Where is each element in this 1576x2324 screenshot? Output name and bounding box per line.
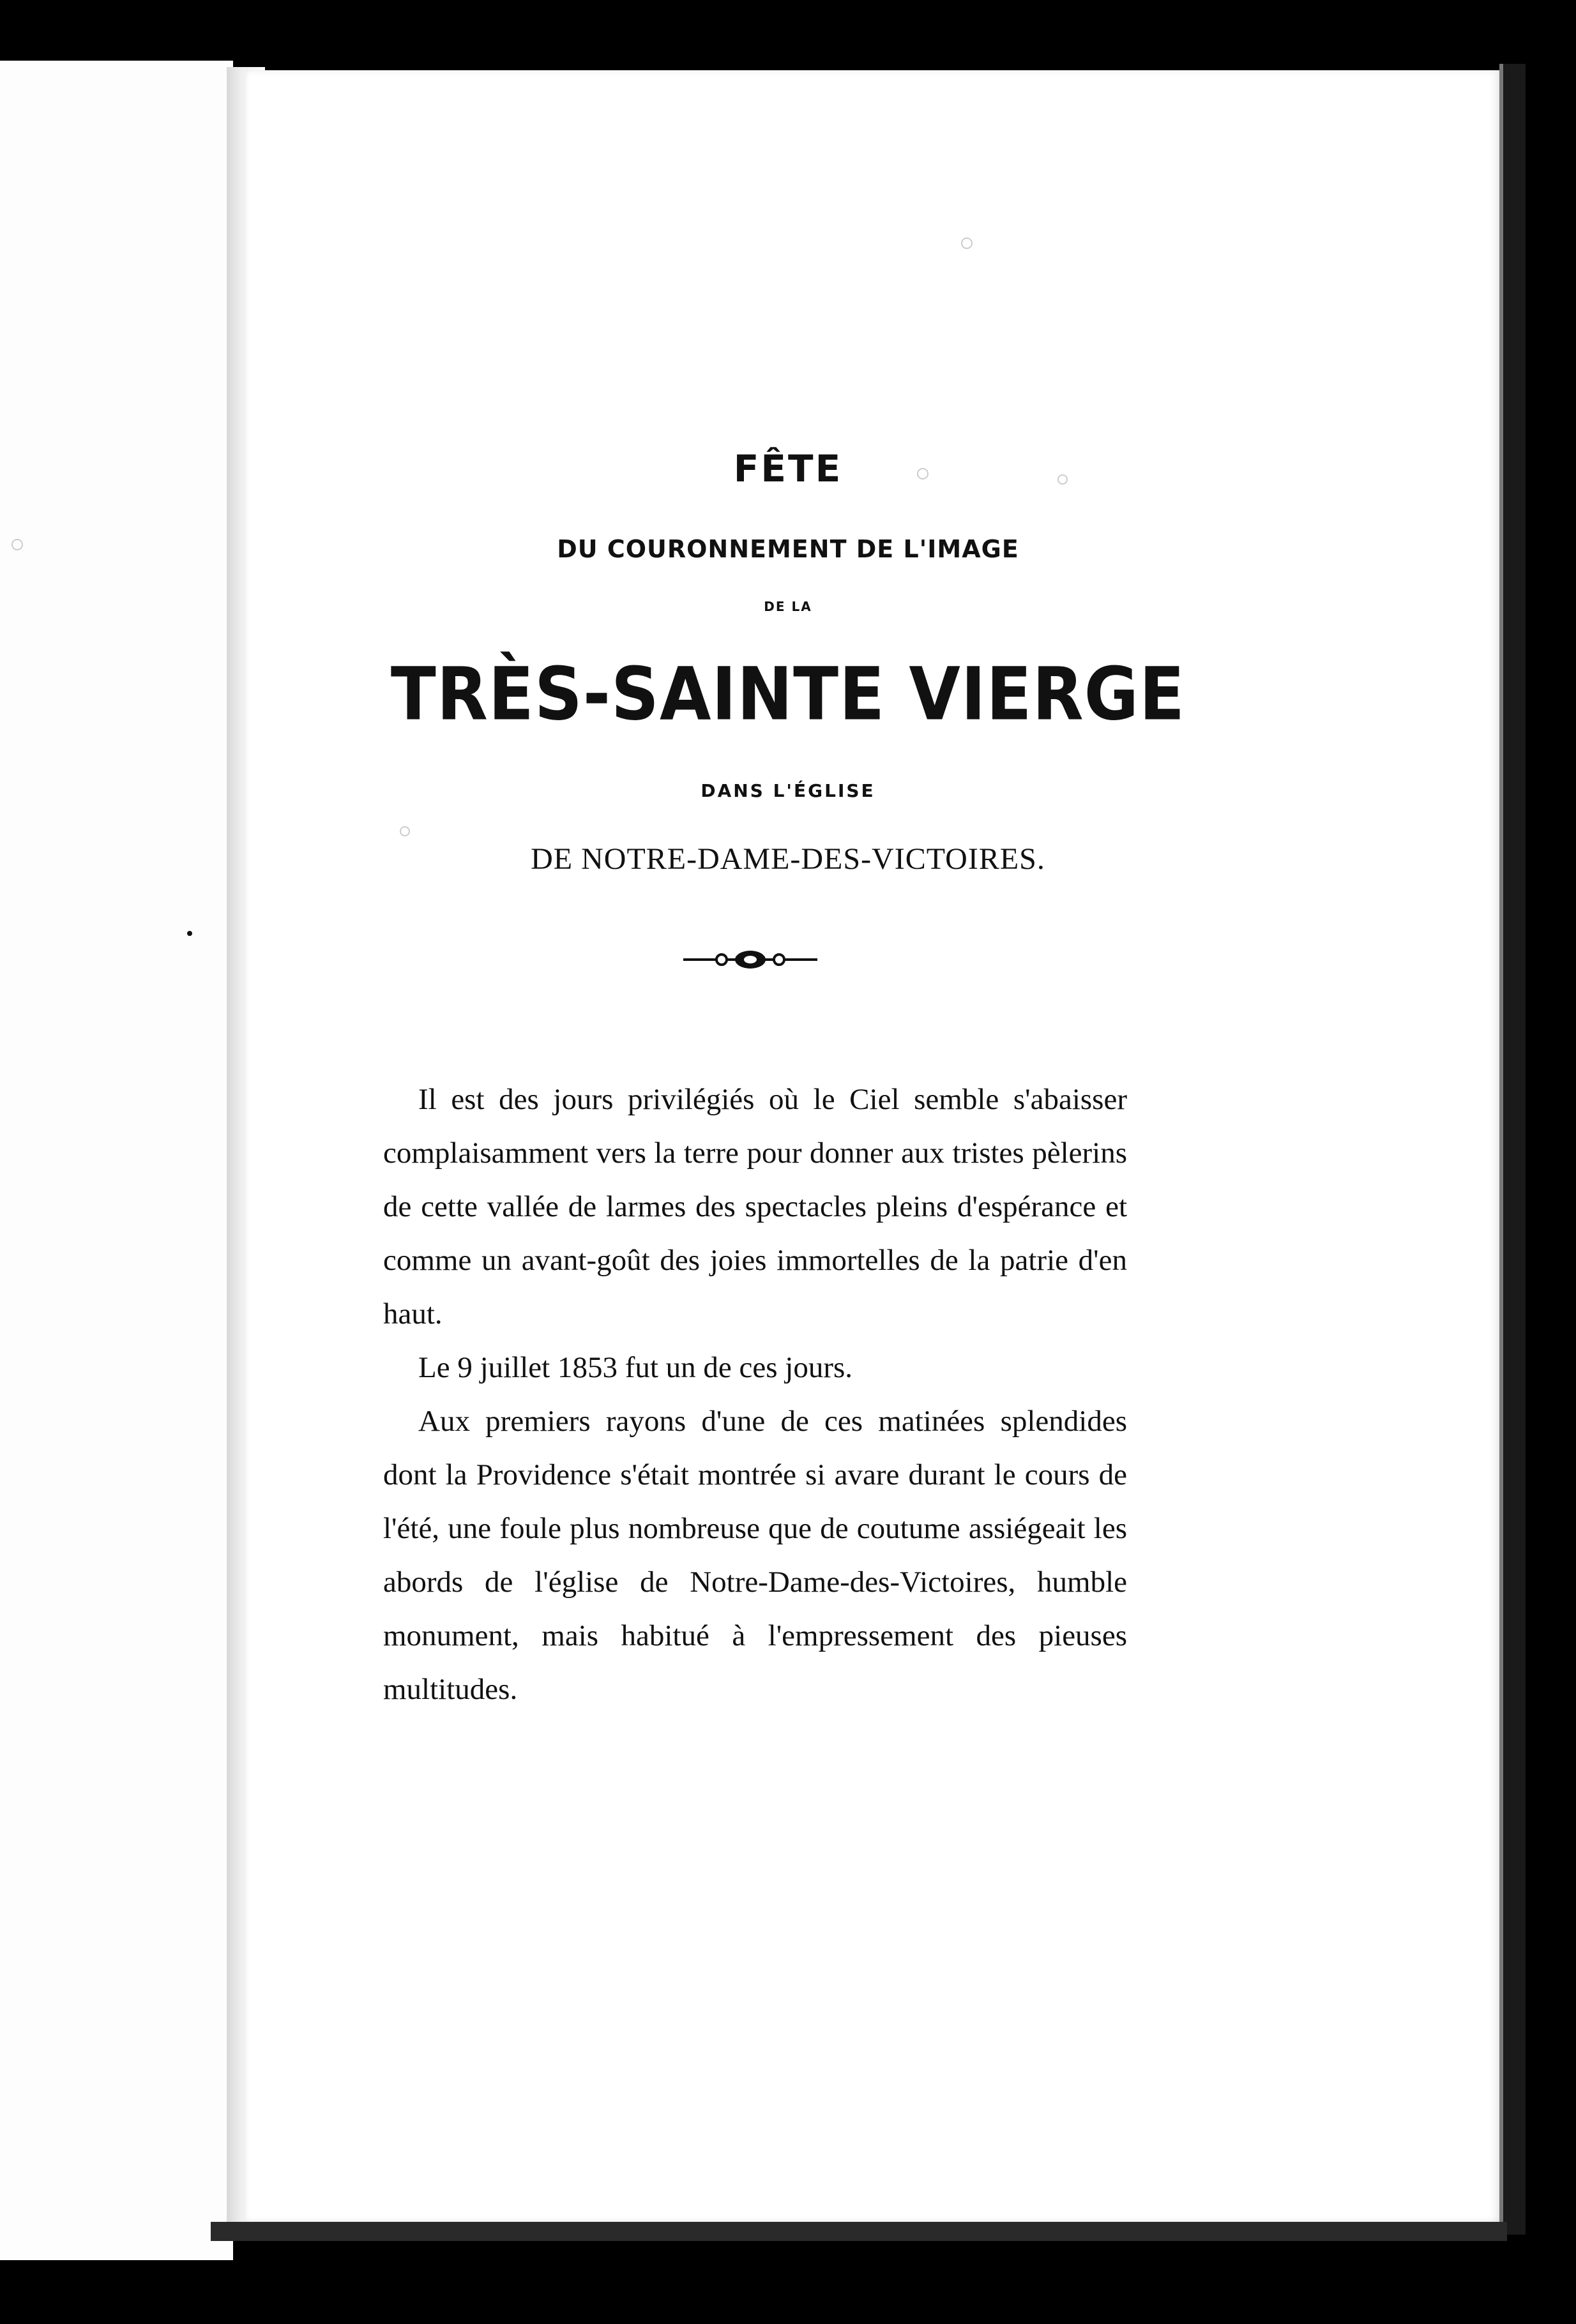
paper-speck <box>400 826 410 836</box>
paragraph: Le 9 juillet 1853 fut un de ces jours. <box>418 1351 853 1384</box>
paper-speck <box>187 931 192 936</box>
paper-speck <box>961 238 973 249</box>
page-right-edge <box>1499 64 1526 2235</box>
page-bottom-edge <box>211 2222 1507 2241</box>
title-line-5: DANS L'ÉGLISE <box>701 780 875 801</box>
paragraph: Il est des jours privilégiés où le Ciel semble s'abaisser complaisamment vers la terre pour donner aux tristes pèlerins de cette vallée de larmes des spectacles pleins d'espérance et comme un avant-goût des joies immortelles de la patrie d'en haut. <box>383 1083 1127 1331</box>
title-line-1: FÊTE <box>733 447 843 490</box>
ornament-divider <box>683 944 817 976</box>
body-text <box>383 1073 1127 1716</box>
title-line-2: DU COURONNEMENT DE L'IMAGE <box>557 535 1019 563</box>
paragraph: Aux premiers rayons d'une de ces matinées splendides dont la Providence s'était montrée si avare durant le cours de l'été, une foule plus nombreuse que de coutume assiégeait les abords de l'église de Notre-Dame-des-Victoires, humble monument, mais habitué à l'empressement des pieuses multitudes. <box>383 1405 1127 1706</box>
title-line-3: DE LA <box>764 599 812 614</box>
main-title: TRÈS-SAINTE VIERGE <box>390 651 1186 737</box>
title-line-6: DE NOTRE-DAME-DES-VICTOIRES. <box>531 842 1045 876</box>
left-page-edge <box>0 61 233 2260</box>
